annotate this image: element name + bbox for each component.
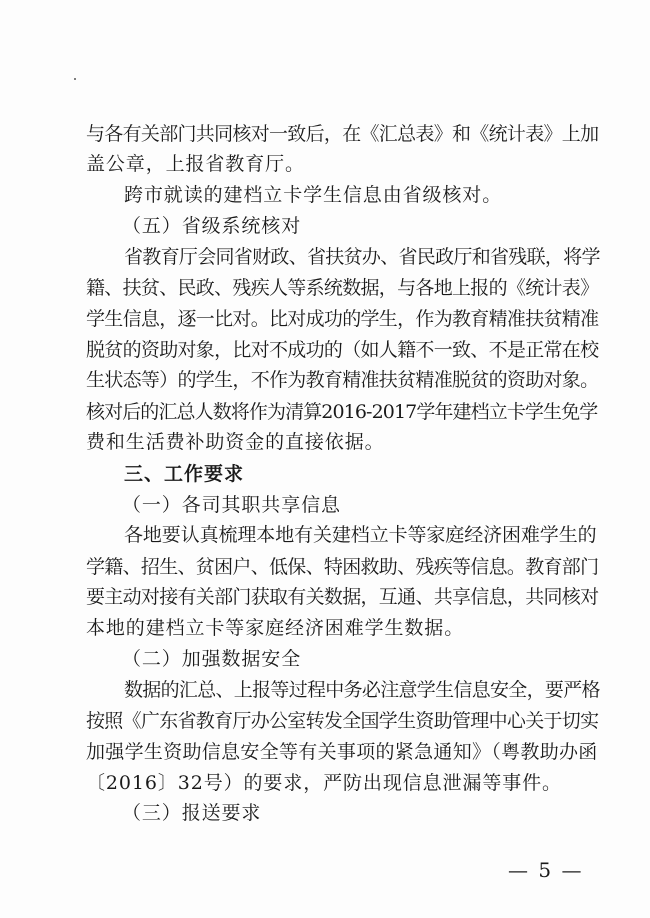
text: 脱贫的资助对象，比对不成功的（如人籍不一致、不是正常在校 <box>86 339 599 361</box>
text: （三）报送要求 <box>122 802 262 824</box>
text: 〔2016〕32号）的要求，严防出现信息泄漏等事件。 <box>86 772 562 794</box>
text: 按照《广东省教育厅办公室转发全国学生资助管理中心关于切实 <box>86 710 599 732</box>
scan-speck <box>74 78 76 80</box>
text: 数据的汇总、上报等过程中务必注意学生信息安全，要严格 <box>124 679 600 701</box>
text: 费和生活费补助资金的直接依据。 <box>86 431 385 453</box>
text: 三、工作要求 <box>124 463 245 485</box>
text: 跨市就读的建档立卡学生信息由省级核对。 <box>124 184 503 206</box>
text: 学生信息，逐一比对。比对成功的学生，作为教育精准扶贫精准 <box>86 308 599 330</box>
text: 学籍、招生、贫困户、低保、特困救助、残疾等信息。教育部门 <box>86 556 599 578</box>
page-number: — 5 — <box>508 858 584 882</box>
text: 要主动对接有关部门获取有关数据，互通、共享信息，共同核对 <box>86 586 599 608</box>
text: 与各有关部门共同核对一致后，在《汇总表》和《统计表》上加 <box>86 123 599 145</box>
text: 籍、扶贫、民政、残疾人等系统数据，与各地上报的《统计表》 <box>86 277 599 299</box>
text: 核对后的汇总人数将作为清算2016-2017学年建档立卡学生免学 <box>86 401 598 423</box>
text: （五）省级系统核对 <box>122 215 302 237</box>
text: 本地的建档立卡等家庭经济困难学生数据。 <box>86 617 465 639</box>
text: （一）各司其职共享信息 <box>122 494 341 516</box>
text: 省教育厅会同省财政、省扶贫办、省民政厅和省残联，将学 <box>124 246 600 268</box>
text: （二）加强数据安全 <box>122 648 302 670</box>
text: 加强学生资助信息安全等有关事项的紧急通知》（粤教助办函 <box>86 741 598 763</box>
text: 盖公章，上报省教育厅。 <box>86 153 305 175</box>
text: 各地要认真梳理本地有关建档立卡等家庭经济困难学生的 <box>124 524 597 546</box>
text: 生状态等）的学生，不作为教育精准扶贫精准脱贫的资助对象。 <box>86 369 599 391</box>
